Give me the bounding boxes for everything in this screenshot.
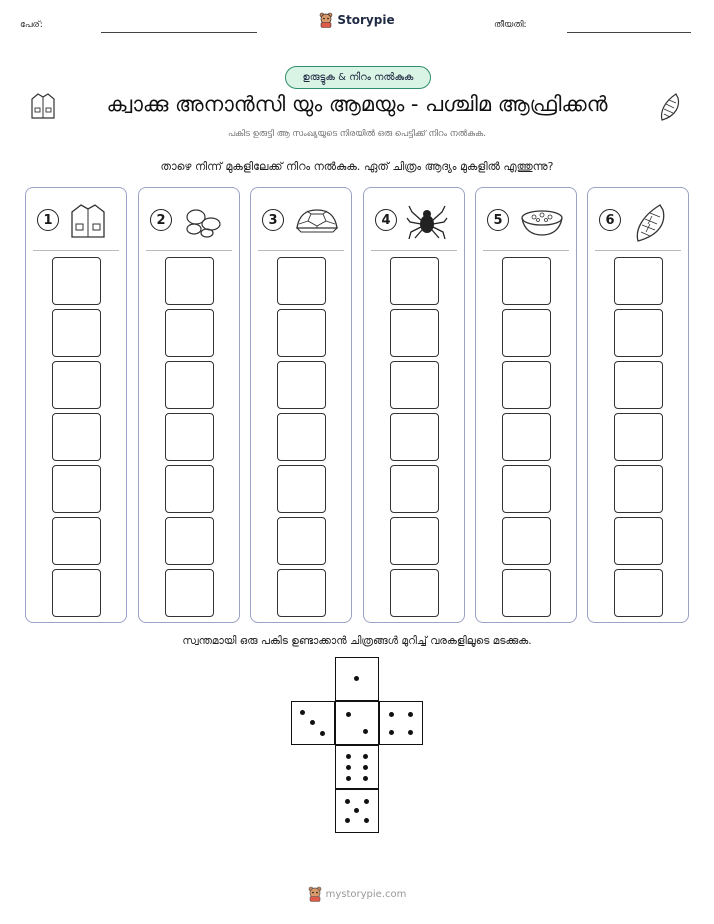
color-box[interactable] [502,465,551,513]
bear-mascot-icon [308,886,322,902]
column-header [26,200,126,238]
color-box[interactable] [277,517,326,565]
die-pip [364,818,369,823]
column-2 [138,187,240,623]
column-5 [475,187,577,623]
color-box[interactable] [390,517,439,565]
die-pip [408,712,413,717]
column-divider [258,250,344,251]
color-box[interactable] [390,309,439,357]
die-pip [346,754,351,759]
die-pip [354,676,359,681]
activity-tag: ഉരുട്ടുക & നിറം നൽകുക [285,66,431,89]
die-pip [346,765,351,770]
fold-instruction: സ്വന്തമായി ഒരു പകിട ഉണ്ടാക്കാൻ ചിത്രങ്ങൾ മുറിച്ച് വരകളിലൂടെ മടക്കുക. [182,635,532,647]
brand-logo [0,12,714,28]
name-line [101,32,257,33]
die-pip [346,776,351,781]
die-pip [363,729,368,734]
color-box[interactable] [390,413,439,461]
die-face-5 [335,789,379,833]
color-box[interactable] [165,413,214,461]
color-box[interactable] [390,465,439,513]
color-box[interactable] [614,257,663,305]
column-number: 3 [262,209,284,231]
color-box[interactable] [614,465,663,513]
die-pip [364,799,369,804]
spider-icon [406,202,448,246]
column-header [364,200,464,238]
brand-name: Storypie [337,13,395,27]
die-face-2 [335,701,379,745]
color-box[interactable] [390,361,439,409]
die-pip [389,712,394,717]
column-number: 2 [150,209,172,231]
column-header [139,200,239,238]
color-box[interactable] [52,413,101,461]
color-box[interactable] [277,309,326,357]
jacket-icon [68,202,108,244]
color-box[interactable] [502,569,551,617]
die-pip [363,776,368,781]
color-box[interactable] [277,569,326,617]
stones-icon [181,202,225,244]
color-box[interactable] [52,465,101,513]
die-pip [354,808,359,813]
die-face-6 [335,745,379,789]
color-box[interactable] [390,257,439,305]
color-box[interactable] [165,517,214,565]
color-box[interactable] [614,309,663,357]
color-box[interactable] [52,309,101,357]
column-number: 5 [487,209,509,231]
color-box[interactable] [614,569,663,617]
column-header [476,200,576,238]
color-box[interactable] [502,309,551,357]
column-number: 1 [37,209,59,231]
color-box[interactable] [390,569,439,617]
die-face-1 [335,657,379,701]
color-box[interactable] [165,361,214,409]
die-pip [346,712,351,717]
color-box[interactable] [165,465,214,513]
column-4 [363,187,465,623]
die-pip [389,730,394,735]
die-pip [345,799,350,804]
die-pip [300,710,305,715]
die-pip [363,765,368,770]
die-pip [345,818,350,823]
die-face-3 [291,701,335,745]
color-box[interactable] [277,465,326,513]
die-pip [408,730,413,735]
column-divider [595,250,681,251]
color-box[interactable] [614,361,663,409]
bowl-of-soup-icon [518,202,566,244]
color-box[interactable] [165,309,214,357]
column-number: 4 [375,209,397,231]
instruction: താഴെ നിന്ന് മുകളിലേക്ക് നിറം നൽകുക. ഏത് ചിത്രം ആദ്യം മുകളിൽ എത്തുന്നു? [160,160,554,173]
color-box[interactable] [52,361,101,409]
pinecone-icon [656,92,682,126]
date-label: തീയതി: [494,20,527,30]
column-divider [483,250,569,251]
color-box[interactable] [52,569,101,617]
pinecone-icon [630,202,670,248]
color-box[interactable] [277,361,326,409]
color-box[interactable] [52,257,101,305]
color-box[interactable] [52,517,101,565]
bear-mascot-icon [319,12,333,28]
die-pip [320,731,325,736]
column-6 [587,187,689,623]
color-box[interactable] [502,413,551,461]
turtle-shell-icon [293,202,341,244]
color-box[interactable] [502,361,551,409]
column-divider [33,250,119,251]
column-header [251,200,351,238]
die-face-4 [379,701,423,745]
color-box[interactable] [614,517,663,565]
die-pip [363,754,368,759]
die-pip [310,720,315,725]
color-box[interactable] [502,257,551,305]
date-line [567,32,691,33]
name-label: പേര്: [20,20,43,30]
column-number: 6 [599,209,621,231]
column-header [588,200,688,238]
column-divider [146,250,232,251]
footer [0,886,714,902]
color-box[interactable] [277,257,326,305]
color-box[interactable] [502,517,551,565]
subtitle: പകിട ഉരുട്ടി ആ സംഖ്യയുടെ നിരയിൽ ഒരു പെട്ടിക്ക് നിറം നൽകുക. [228,129,486,139]
jacket-icon [30,92,56,124]
column-1 [25,187,127,623]
color-box[interactable] [277,413,326,461]
column-divider [371,250,457,251]
color-box[interactable] [165,569,214,617]
color-box[interactable] [165,257,214,305]
column-3 [250,187,352,623]
color-box[interactable] [614,413,663,461]
footer-url: mystorypie.com [325,888,407,900]
page-title: ക്വാക്കു അനാൻസി യും ആമയും - പശ്ചിമ ആഫ്രിക്കൻ [106,92,608,116]
